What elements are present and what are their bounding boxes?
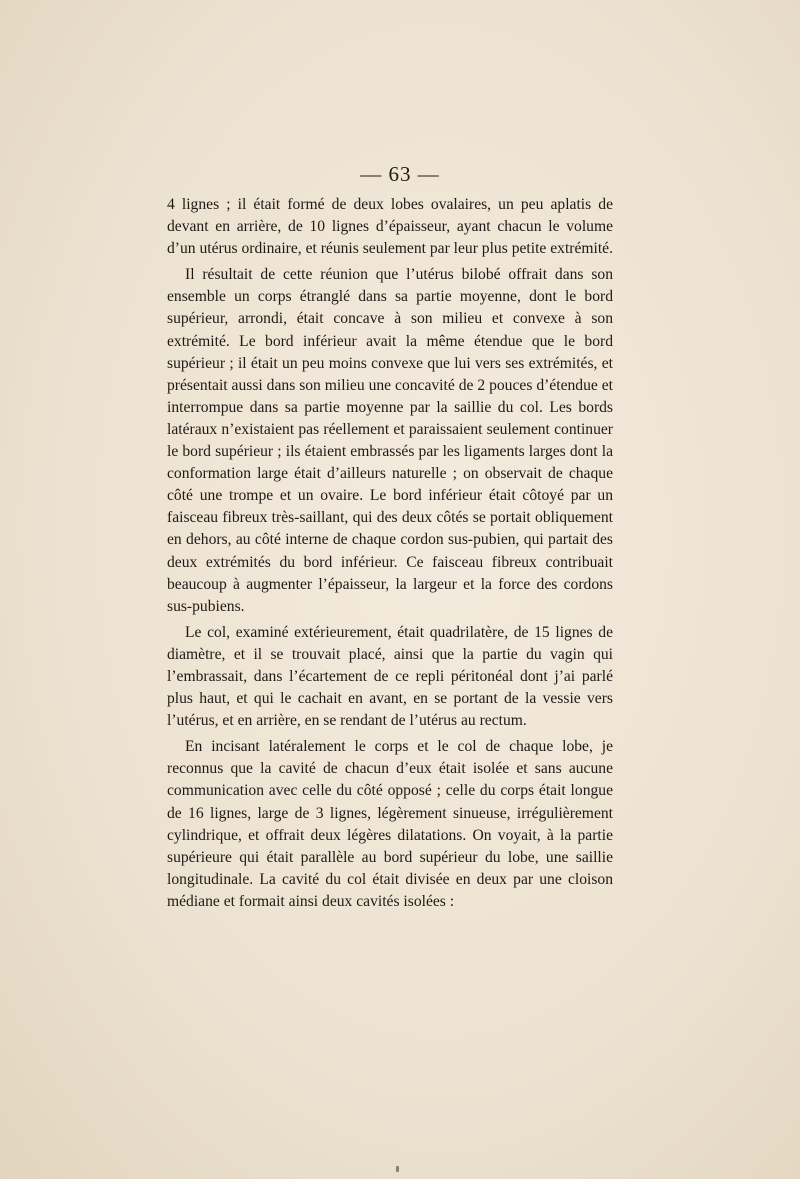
- binding-mark: [396, 1166, 399, 1172]
- paragraph-3: Le col, examiné extérieurement, était quadrilatère, de 15 lignes de diamètre, et il se trouvait placé, ainsi que la partie du vagin qui l’embrassait, dans l’écartement de ce repli péritonéal dont j’ai parlé plus haut, et qui le cachait en avant, en se portant de la vessie vers l’utérus, et en arrière, en se rendant de l’utérus au rectum.: [167, 623, 613, 730]
- body-text: [167, 194, 613, 913]
- paragraph-1: 4 lignes ; il était formé de deux lobes ovalaires, un peu aplatis de devant en arrière, de 10 lignes d’épaisseur, ayant chacun le volume d’un utérus ordinaire, et réunis seulement par leur plus petite extrémité.: [167, 196, 614, 258]
- paragraph-4: En incisant latéralement le corps et le col de chaque lobe, je reconnus que la cavité de chacun d’eux était isolée et sans aucune communication avec celle du côté opposé ; celle du corps était longue de 16 lignes, large de 3 lignes, légèrement sinueuse, irrégulièrement cylindrique, et offrait deux légères dilatations. On voyait, à la partie supérieure qui était parallèle au bord supérieur du lobe, une saillie longitudinale. La cavité du col était divisée en deux par une cloison médiane et formait ainsi deux cavités isolées :: [167, 738, 613, 910]
- page-number: — 63 —: [360, 162, 440, 186]
- paragraph-2: Il résultait de cette réunion que l’utérus bilobé offrait dans son ensemble un corps étranglé dans sa partie moyenne, dont le bord supérieur, arrondi, était concave à son milieu et convexe à son extrémité. Le bord inférieur avait la même étendue que le bord supérieur ; il était un peu moins convexe que lui vers ses extrémités, et présentait aussi dans son milieu une concavité de 2 pouces d’étendue et interrompue dans sa partie moyenne par la saillie du col. Les bords latéraux n’existaient pas réellement et paraissaient seulement continuer le bord supérieur ; ils étaient embrassés par les ligaments larges dont la conformation large était d’ailleurs naturelle ; on observait de chaque côté une trompe et un ovaire. Le bord inférieur était côtoyé par un faisceau fibreux très-saillant, qui des deux côtés se portait obliquement en dehors, au côté interne de chaque cordon sus-pubien, qui partait des deux extrémités du bord inférieur. Ce faisceau fibreux contribuait beaucoup à augmenter l’épaisseur, la largeur et la force des cordons sus-pubiens.: [167, 266, 613, 615]
